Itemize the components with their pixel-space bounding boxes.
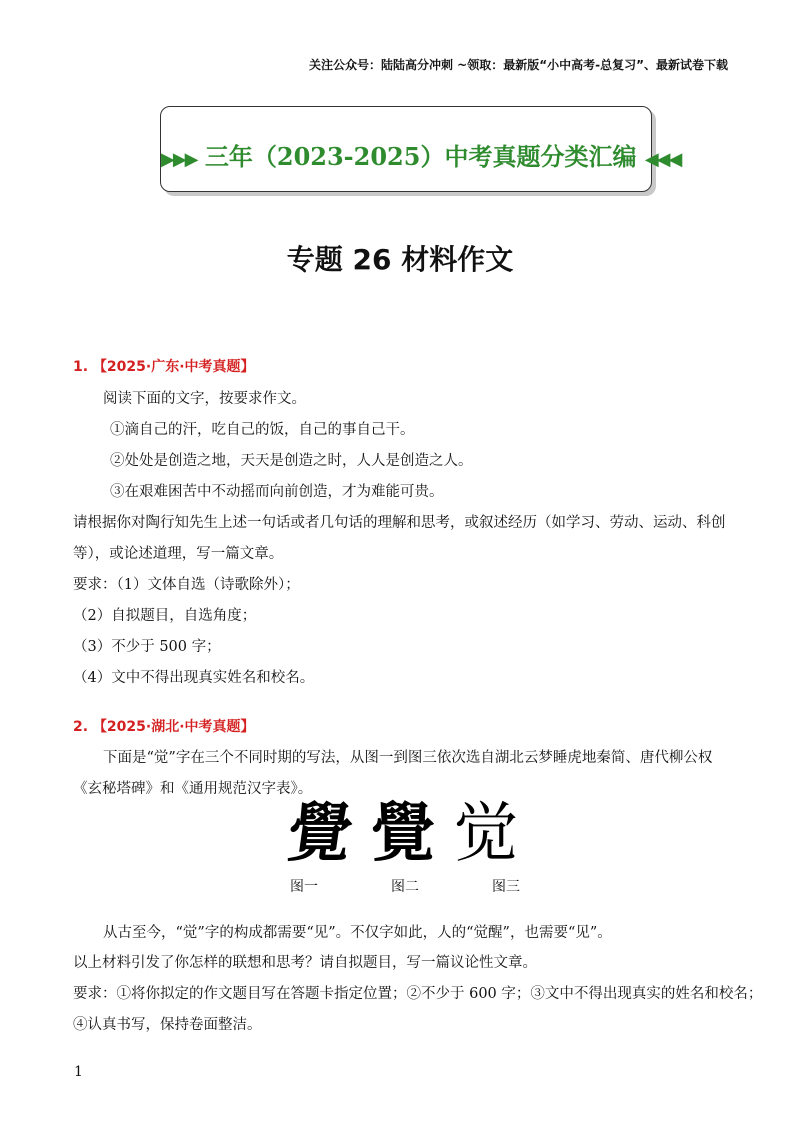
q2-line: 要求：①将你拟定的作文题目写在答题卡指定位置；②不少于 600 字；③文中不得出现真实的姓名和校名； [73,986,763,1002]
banner-text [161,137,681,172]
q2-line: 以上材料引发了你怎样的联想和思考？请自拟题目，写一篇议论性文章。 [73,955,537,971]
q2-line: ④认真书写，保持卷面整洁。 [73,1017,262,1033]
figure-2-character: 覺 [371,796,435,871]
q1-line: ②处处是创造之地，天天是创造之时，人人是创造之人。 [110,453,473,469]
figure-caption: 图一 [290,879,318,895]
q1-line: 要求：（1）文体自选（诗歌除外）； [73,577,300,593]
q1-line: （2）自拟题目，自选角度； [73,608,257,624]
q1-line: 阅读下面的文字，按要求作文。 [103,391,306,407]
q1-line: 等），或论述道理，写一篇文章。 [73,546,284,562]
q2-line: 下面是“觉”字在三个不同时期的写法，从图一到图三依次选自湖北云梦睡虎地秦简、唐代柳公权 [103,750,713,766]
jue-character-figure [282,796,518,871]
header-note: 关注公众号：陆陆高分冲刺 ~领取：最新版“小中高考-总复习”、最新试卷下载 [309,58,728,72]
q2-line: 从古至今，“觉”字的构成都需要“见”。不仅字如此，人的“觉醒”，也需要“见”。 [103,925,612,941]
q2-line: 《玄秘塔碑》和《通用规范汉字表》。 [73,781,313,797]
q1-line: 请根据你对陶行知先生上述一句话或者几句话的理解和思考，或叙述经历（如学习、劳动、运动、科创 [73,515,726,531]
q1-line: ③在艰难困苦中不动摇而向前创造，才为难能可贵。 [110,484,444,500]
series-banner [160,106,681,192]
banner-title: 三年（2023-2025）中考真题分类汇编 [204,142,637,171]
question-1-heading: 1. 【2025·广东·中考真题】 [73,359,255,375]
figure-captions [290,876,520,896]
page-title: 专题 26 材料作文 [286,243,514,276]
figure-3-character: 觉 [454,798,518,869]
figure-caption: 图三 [492,879,520,895]
left-arrows-icon: ◀◀◀ [644,149,681,170]
q1-line: （3）不少于 500 字； [73,639,221,655]
figure-caption: 图二 [391,879,419,895]
q1-line: ①滴自己的汗，吃自己的饭，自己的事自己干。 [110,422,415,438]
question-2-heading: 2. 【2025·湖北·中考真题】 [73,719,255,735]
page-number: 1 [74,1064,83,1080]
right-arrows-icon: ▶▶▶ [161,149,197,170]
figure-1-character: 覺 [282,797,358,871]
q1-line: （4）文中不得出现真实姓名和校名。 [73,670,315,686]
